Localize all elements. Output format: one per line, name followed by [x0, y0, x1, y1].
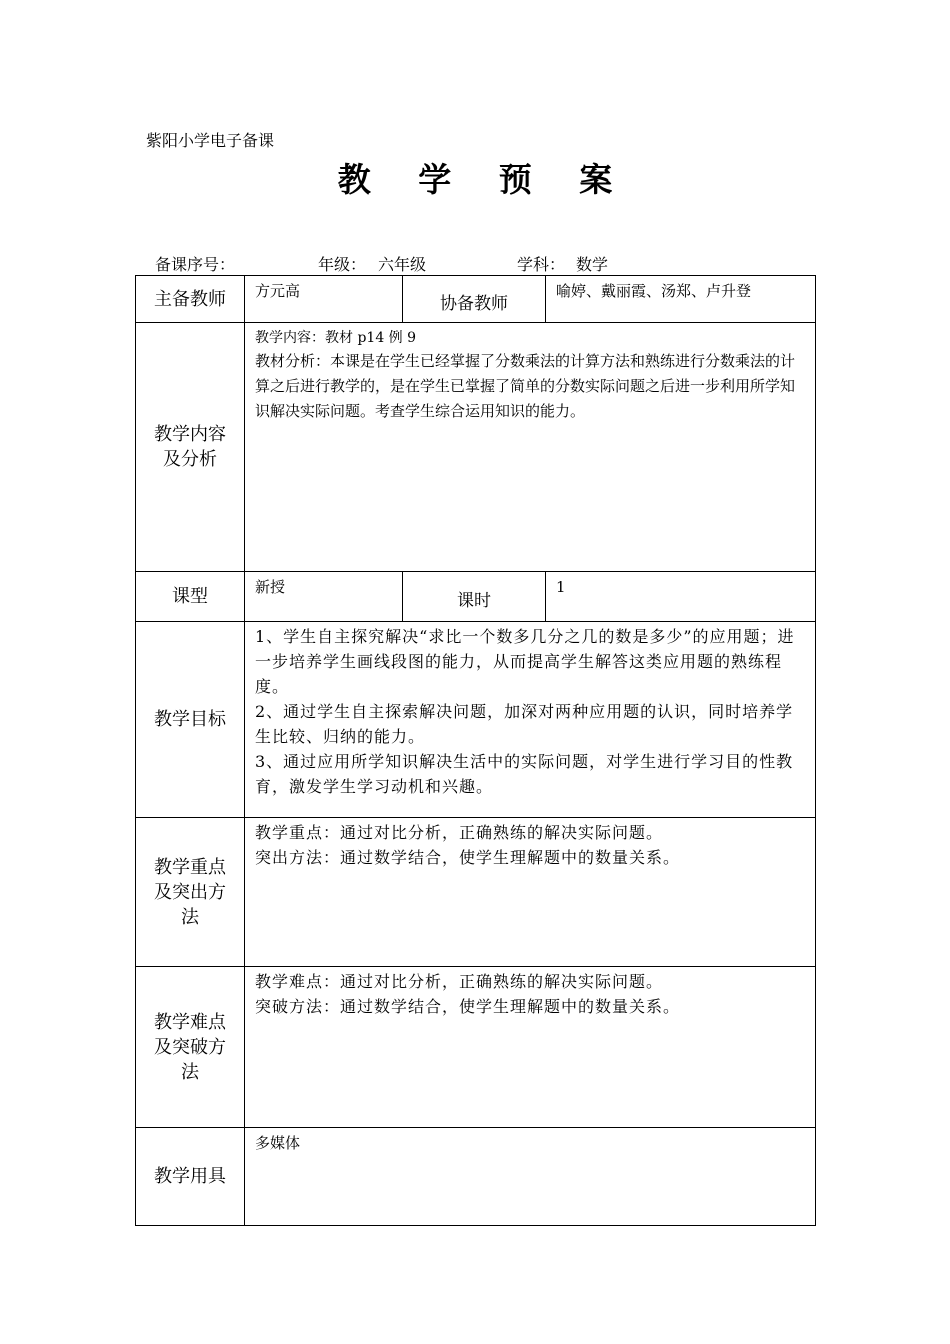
key-points-label	[136, 818, 245, 967]
lead-teacher-value: 方元高	[245, 276, 403, 323]
content-label	[136, 323, 245, 572]
goal-item: 2、通过学生自主探索解决问题，加深对两种应用题的认识，同时培养学生比较、归纳的能力。	[255, 702, 794, 746]
teachers-row	[136, 276, 816, 323]
subject-value: 数学	[576, 255, 609, 274]
goals-cell	[245, 622, 816, 818]
hours-value: 1	[546, 572, 816, 622]
content-row	[136, 323, 816, 572]
lead-teacher-label: 主备教师	[136, 276, 245, 323]
difficulty-line: 突破方法：通过数学结合，使学生理解题中的数量关系。	[255, 997, 681, 1016]
content-line: 教学内容：教材 p14 例 9	[255, 330, 417, 346]
co-teachers-value: 喻婷、戴丽霞、汤郑、卢升登	[546, 276, 816, 323]
lesson-plan-table	[135, 275, 816, 1226]
lesson-type-row	[136, 572, 816, 622]
subject-label: 学科：	[517, 255, 566, 274]
content-line: 教材分析：本课是在学生已经掌握了分数乘法的计算方法和熟练进行分数乘法的计算之后进行教学的，是在学生已掌握了简单的分数实际问题之后进一步利用所学知识解决实际问题。考查学生综合运用知识的能力。	[255, 352, 796, 420]
tools-row	[136, 1128, 816, 1226]
grade-value: 六年级	[378, 255, 427, 274]
tools-value: 多媒体	[245, 1128, 816, 1226]
school-name: 紫阳小学电子备课	[146, 131, 275, 150]
serial-label: 备课序号：	[155, 255, 236, 274]
content-label-text: 教学内容及分析	[154, 424, 226, 470]
hours-label: 课时	[403, 572, 546, 622]
goal-item: 1、学生自主探究解决“求比一个数多几分之几的数是多少”的应用题；进一步培养学生画线段图的能力，从而提高学生解答这类应用题的熟练程度。	[255, 627, 795, 696]
content-cell	[245, 323, 816, 572]
grade-label: 年级：	[318, 255, 367, 274]
key-points-row	[136, 818, 816, 967]
lesson-type-label: 课型	[136, 572, 245, 622]
difficulty-label	[136, 967, 245, 1128]
key-points-label-text: 教学重点及突出方法	[154, 856, 226, 928]
lesson-type-value: 新授	[245, 572, 403, 622]
tools-label: 教学用具	[136, 1128, 245, 1226]
difficulty-cell	[245, 967, 816, 1128]
key-point-line: 突出方法：通过数学结合，使学生理解题中的数量关系。	[255, 848, 681, 867]
page-title: 教 学 预 案	[337, 160, 631, 199]
goals-row	[136, 622, 816, 818]
difficulty-label-text: 教学难点及突破方法	[154, 1011, 226, 1083]
goals-label: 教学目标	[136, 622, 245, 818]
difficulty-row	[136, 967, 816, 1128]
key-points-cell	[245, 818, 816, 967]
goal-item: 3、通过应用所学知识解决生活中的实际问题，对学生进行学习目的性教育，激发学生学习动机和兴趣。	[255, 752, 794, 796]
co-teachers-label: 协备教师	[403, 276, 546, 323]
key-point-line: 教学重点：通过对比分析，正确熟练的解决实际问题。	[255, 823, 664, 842]
difficulty-line: 教学难点：通过对比分析，正确熟练的解决实际问题。	[255, 972, 664, 991]
